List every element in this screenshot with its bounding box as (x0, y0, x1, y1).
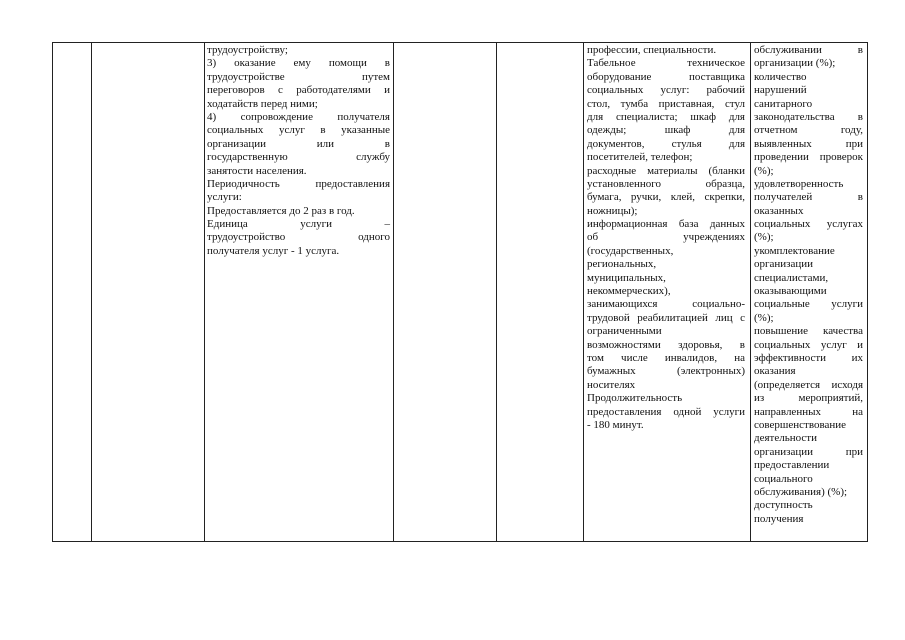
column-border (867, 42, 868, 542)
cell-text-line: (%); (754, 231, 774, 244)
cell-text-line: региональных, (587, 258, 657, 271)
cell-service-description (207, 44, 390, 258)
cell-text-line: об учреждениях (587, 231, 745, 244)
column-border (393, 42, 394, 542)
cell-text-line: трудоустройству; (207, 44, 288, 56)
cell-text-line: ходатайств перед ними; (207, 97, 318, 110)
cell-text-line: для специалиста; шкаф для (587, 110, 745, 123)
cell-text-line: ограниченными (587, 325, 662, 338)
cell-text-line: бумажных (электронных) (587, 365, 745, 378)
cell-text-line: возможностями здоровья, в (587, 338, 745, 351)
cell-text-line: занятости населения. (207, 164, 307, 177)
cell-text-line: установленного образца, (587, 177, 745, 190)
cell-text-line: выявленных при (754, 137, 863, 150)
cell-text-line: предоставления одной услуги (587, 405, 745, 418)
cell-text-line: услуги: (207, 191, 242, 204)
cell-text-line: расходные материалы (бланки (587, 164, 745, 177)
cell-text-line: муниципальных, (587, 271, 666, 284)
cell-text-line: направленных на (754, 405, 863, 418)
cell-text-line: Единица услуги – (207, 218, 390, 231)
cell-text-line: Периодичность предоставления (207, 177, 390, 190)
cell-text-line: нарушений (754, 84, 807, 97)
cell-text-line: трудоустройстве путем (207, 70, 390, 83)
cell-text-line: количество (754, 70, 807, 83)
cell-text-line: предоставлении (754, 459, 830, 472)
cell-text-line: 4) сопровождение получателя (207, 110, 390, 123)
cell-text-line: получателя услуг - 1 услуга. (207, 244, 340, 257)
cell-text-line: 3) оказание ему помощи в (207, 57, 390, 70)
cell-text-line: деятельности (754, 432, 817, 445)
cell-text-line: повышение качества (754, 325, 863, 338)
cell-text-line: организации при (754, 445, 863, 458)
cell-text-line: трудовой реабилитацией лиц с (587, 311, 745, 324)
cell-text-line: носителях (587, 378, 636, 391)
cell-text-line: (%); (754, 164, 774, 177)
cell-text-line: оборудование поставщика (587, 70, 745, 83)
cell-text-line: переговоров с работодателями и (207, 84, 390, 97)
column-border (496, 42, 497, 542)
cell-text-line: социальных услуг: рабочий (587, 84, 745, 97)
cell-text-line: укомплектование (754, 244, 835, 257)
cell-text-line: посетителей, телефон; (587, 151, 693, 164)
cell-text-line: Предоставляется до 2 раз в год. (207, 204, 355, 217)
cell-text-line: организации или в (207, 137, 390, 150)
cell-text-line: социальных услуг и (754, 338, 863, 351)
cell-text-line: обслуживании в (754, 44, 863, 56)
cell-text-line: законодательства в (754, 110, 863, 123)
cell-text-line: Продолжительность (587, 392, 683, 405)
cell-quality-indicators (754, 44, 863, 526)
cell-text-line: оказывающими (754, 285, 827, 298)
cell-text-line: (государственных, (587, 244, 674, 257)
cell-text-line: социальных услугах (754, 218, 863, 231)
cell-text-line: (определяется исходя (754, 378, 863, 391)
cell-service-conditions (587, 44, 745, 432)
cell-text-line: некоммерческих), (587, 285, 671, 298)
cell-text-line: - 180 минут. (587, 418, 644, 431)
cell-text-line: занимающихся социально- (587, 298, 745, 311)
cell-text-line: получателей в (754, 191, 863, 204)
cell-text-line: проведении проверок (754, 151, 863, 164)
cell-text-line: удовлетворенность (754, 177, 844, 190)
cell-text-line: государственную службу (207, 151, 390, 164)
cell-text-line: (%); (754, 311, 774, 324)
cell-text-line: получения (754, 512, 804, 525)
cell-text-line: профессии, специальности. (587, 44, 717, 56)
cell-text-line: одежды; шкаф для (587, 124, 745, 137)
cell-text-line: организации (%); (754, 57, 836, 70)
cell-text-line: документов, стулья для (587, 137, 745, 150)
cell-text-line: обслуживания) (%); (754, 485, 848, 498)
cell-text-line: социальных услуг в указанные (207, 124, 390, 137)
cell-text-line: стол, тумба приставная, стул (587, 97, 745, 110)
cell-text-line: трудоустройство одного (207, 231, 390, 244)
table-bottom-border (52, 541, 867, 542)
table-top-border (52, 42, 867, 43)
cell-text-line: том числе инвалидов, на (587, 351, 745, 364)
cell-text-line: ножницы); (587, 204, 638, 217)
cell-text-line: совершенствование (754, 418, 847, 431)
cell-text-line: бумага, ручки, клей, скрепки, (587, 191, 745, 204)
cell-text-line: Табельное техническое (587, 57, 745, 70)
cell-text-line: социального (754, 472, 813, 485)
cell-text-line: специалистами, (754, 271, 829, 284)
column-border (52, 42, 53, 542)
column-border (583, 42, 584, 542)
cell-text-line: оказанных (754, 204, 804, 217)
cell-text-line: организации (754, 258, 814, 271)
cell-text-line: из мероприятий, (754, 392, 863, 405)
cell-text-line: эффективности их (754, 351, 863, 364)
cell-text-line: социальные услуги (754, 298, 863, 311)
cell-text-line: доступность (754, 499, 813, 512)
cell-text-line: оказания (754, 365, 796, 378)
cell-text-line: санитарного (754, 97, 813, 110)
column-border (204, 42, 205, 542)
cell-text-line: отчетном году, (754, 124, 863, 137)
column-border (91, 42, 92, 542)
cell-text-line: информационная база данных (587, 218, 745, 231)
column-border (750, 42, 751, 542)
